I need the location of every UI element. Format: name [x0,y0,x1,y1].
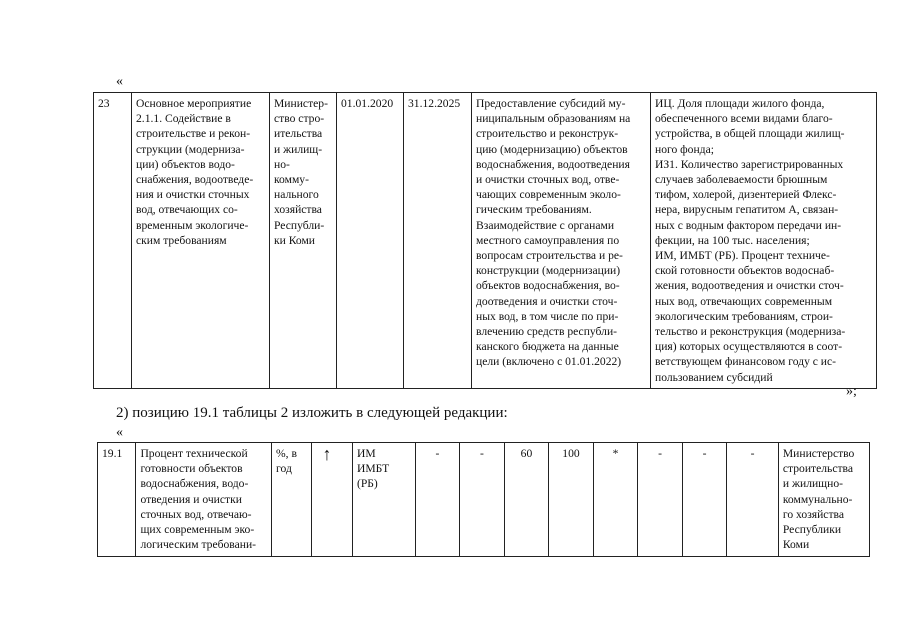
value-8: - [727,443,779,557]
responsible-executor: Министерство строительства и жилищно- коммунально- го хозяйства Республики Коми [778,443,869,557]
opening-quote-1: « [116,74,123,89]
end-date: 31.12.2025 [404,93,472,389]
indicator-name: Процент технической готовности объектов водоснабжения, водо- отведения и очистки сточных вод, отвечаю- щих современным эко- логическим требовани- [136,443,272,557]
source: ИМ ИМБТ (РБ) [352,443,415,557]
value-6: - [638,443,683,557]
value-2: - [460,443,505,557]
measures-table [93,92,877,389]
trend-arrow-icon [312,443,352,557]
row-number: 23 [94,93,132,389]
up-arrow-icon: ↑ [322,444,332,464]
table-row [94,93,877,389]
measure-name: Основное мероприятие 2.1.1. Содействие в строительстве и рекон- струкции (модерниза- ции) объектов водо- снабжения, водоотведе- ния и очистки сточных вод, отвечающих со- временным экологиче- ским требованиям [132,93,270,389]
value-5: * [593,443,638,557]
value-3: 60 [504,443,549,557]
value-1: - [415,443,460,557]
value-4: 100 [549,443,594,557]
table-row [98,443,870,557]
start-date: 01.01.2020 [337,93,404,389]
indicator-table [97,442,870,557]
executor: Министер- ство стро- ительства и жилищ- но- комму- нального хозяйства Республи- ки Коми [270,93,337,389]
instruction-heading: 2) позицию 19.1 таблицы 2 изложить в следующей редакции: [116,405,508,421]
value-7: - [682,443,727,557]
unit: %, в год [272,443,312,557]
indicators: ИЦ. Доля площади жилого фонда, обеспеченного всеми видами благо- устройства, в общей площади жилищ- ного фонда; ИЗ1. Количество зарегистрированных случаев заболеваемости брюшным тифом, холерой, дизентерией Флекс- нера, вирусным гепатитом А, связан- ных с водным фактором передачи ин- фекции, на 100 тыс. населения; ИМ, ИМБТ (РБ). Процент техниче- ской готовности объектов водоснаб- жения, водоотведения и очистки сточ- ных вод, отвечающих современным экологическим требованиям, строи- тельство и реконструкция (модерниза- ция) которых осуществляются в соот- ветствующем финансовом году с ис- пользованием субсидий [651,93,877,389]
closing-quote: »; [846,384,857,399]
row-number: 19.1 [98,443,136,557]
measure-description: Предоставление субсидий му- ниципальным образованиям на строительство и реконструк- цию (модернизацию) объектов водоснабжения, водоотведения и очистки сточных вод, отве- чающих современным эколо- гическим требованиям. Взаимодействие с органами местного самоуправления по вопросам строительства и ре- конструкции (модернизации) объектов водоснабжения, во- доотведения и очистки сточ- ных вод, в том числе по при- влечению средств республи- канского бюджета на данные цели (включено с 01.01.2022) [472,93,651,389]
opening-quote-2: « [116,425,123,440]
